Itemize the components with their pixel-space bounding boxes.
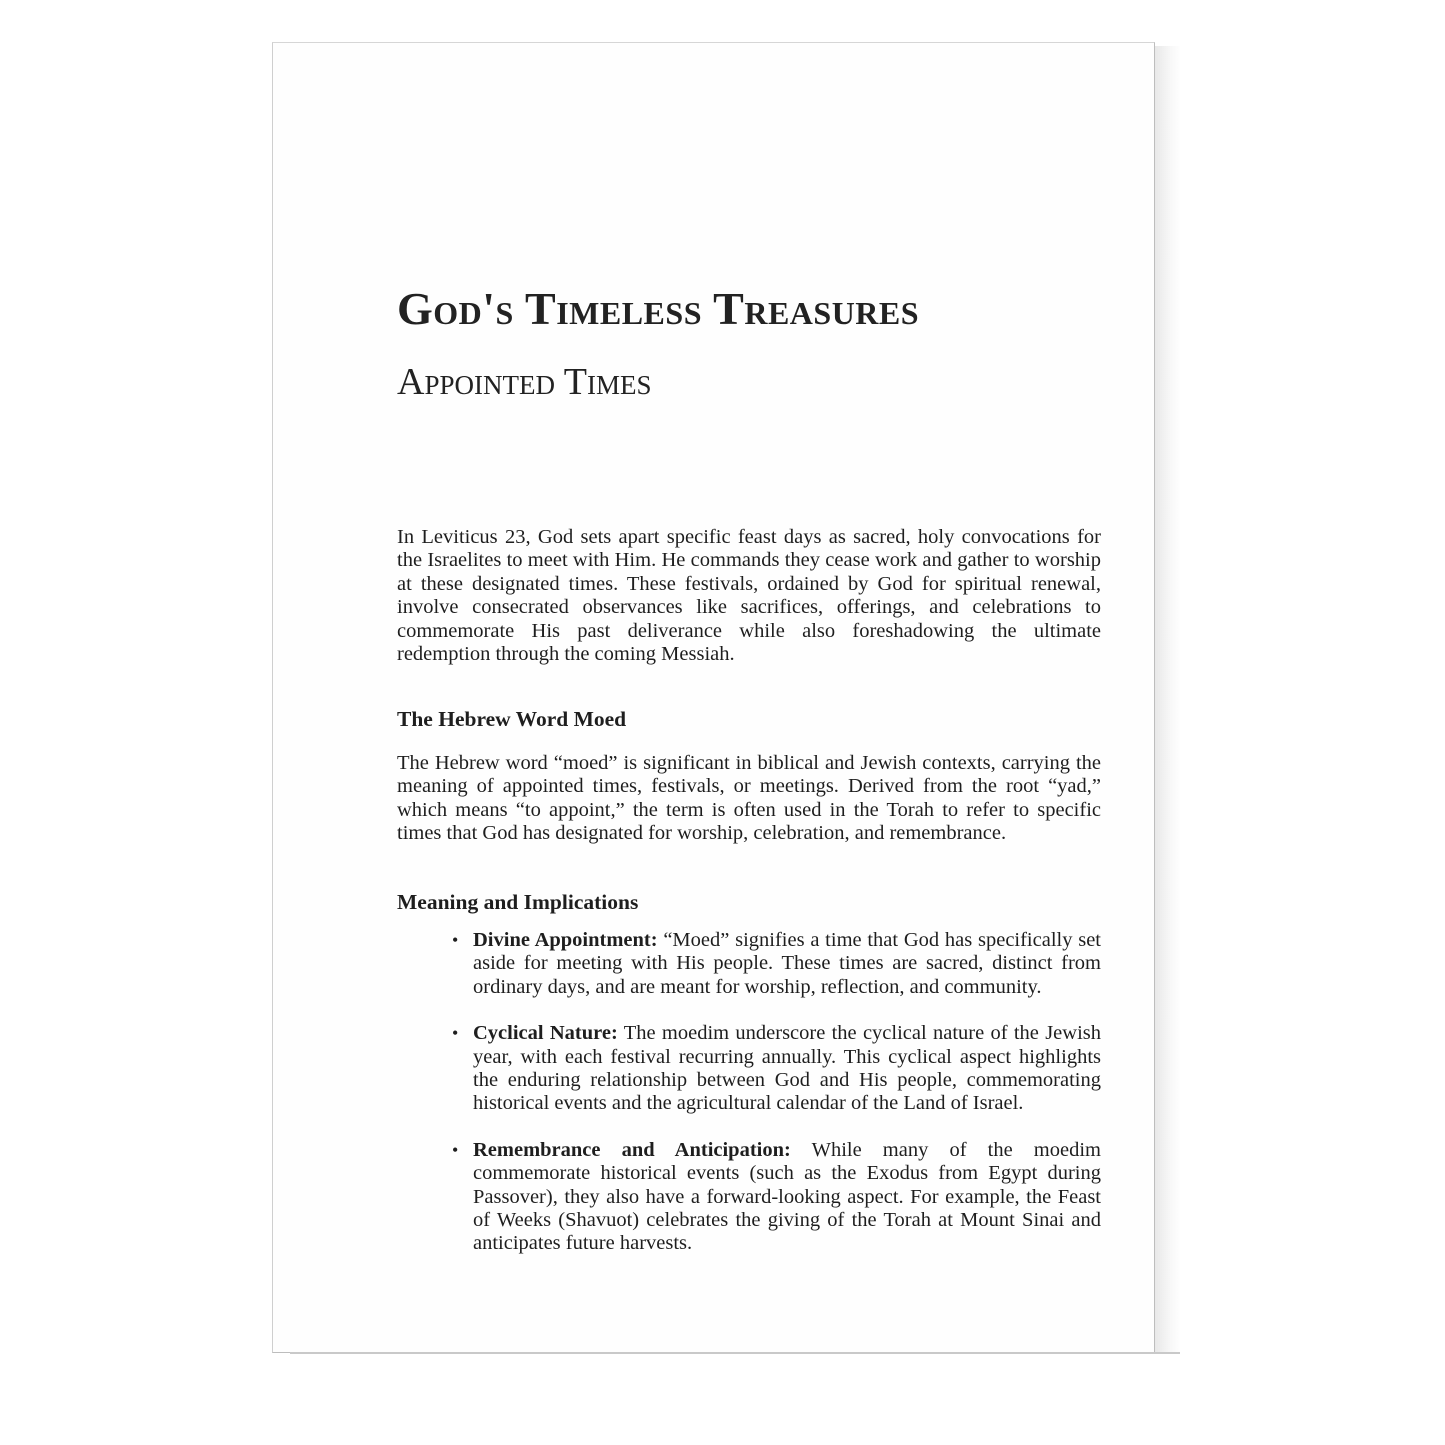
page-edge (290, 1352, 1180, 1354)
list-item (452, 1022, 1101, 1116)
list-item-term: Remembrance and Anticipation: (473, 1138, 791, 1161)
moed-paragraph: The Hebrew word “moed” is significant in biblical and Jewish contexts, carrying the meaning of appointed times, festivals, or meetings. Derived from the root “yad,” which means “to appoint,” the term is often used in the Torah to refer to specific times that God has designated for worship, celebration, and remembrance. (397, 751, 1101, 845)
list-item-text: While many of the moedim commemorate historical events (such as the Exodus from Egypt during Passover), they also have a forward-looking aspect. For example, the Feast of Weeks (Shavuot) celebrates the giving of the Torah at Mount Sinai and anticipates future harvests. (473, 1138, 1101, 1255)
bullet-icon: • (452, 1023, 459, 1044)
list-item-term: Cyclical Nature: (473, 1022, 618, 1045)
list-item-text: The moedim underscore the cyclical nature of the Jewish year, with each festival recurring annually. This cyclical aspect highlights the enduring relationship between God and His people, commemorating historical events and the agricultural calendar of the Land of Israel. (473, 1022, 1101, 1115)
list-item-term: Divine Appointment: (473, 928, 658, 951)
list-item (452, 1138, 1101, 1256)
meaning-list (397, 929, 1101, 1256)
page-content (397, 526, 1101, 1279)
page-shadow (1153, 46, 1181, 1353)
section-heading-meaning: Meaning and Implications (397, 890, 639, 915)
bullet-icon: • (452, 1139, 459, 1160)
page-title: God's Timeless Treasures (397, 283, 920, 334)
page-subtitle: Appointed Times (397, 361, 652, 403)
intro-paragraph: In Leviticus 23, God sets apart specific feast days as sacred, holy convocations for the Israelites to meet with Him. He commands they cease work and gather to worship at these designated times. These festivals, ordained by God for spiritual renewal, involve consecrated observances like sacrifices, offerings, and celebrations to commemorate His past deliverance while also foreshadowing the ultimate redemption through the coming Messiah. (397, 526, 1101, 666)
section-heading-moed: The Hebrew Word Moed (397, 707, 627, 732)
list-item (452, 928, 1101, 999)
list-item-text: “Moed” signifies a time that God has specifically set aside for meeting with His people. These times are sacred, distinct from ordinary days, and are meant for worship, reflection, and community. (473, 928, 1101, 998)
bullet-icon: • (452, 929, 459, 950)
